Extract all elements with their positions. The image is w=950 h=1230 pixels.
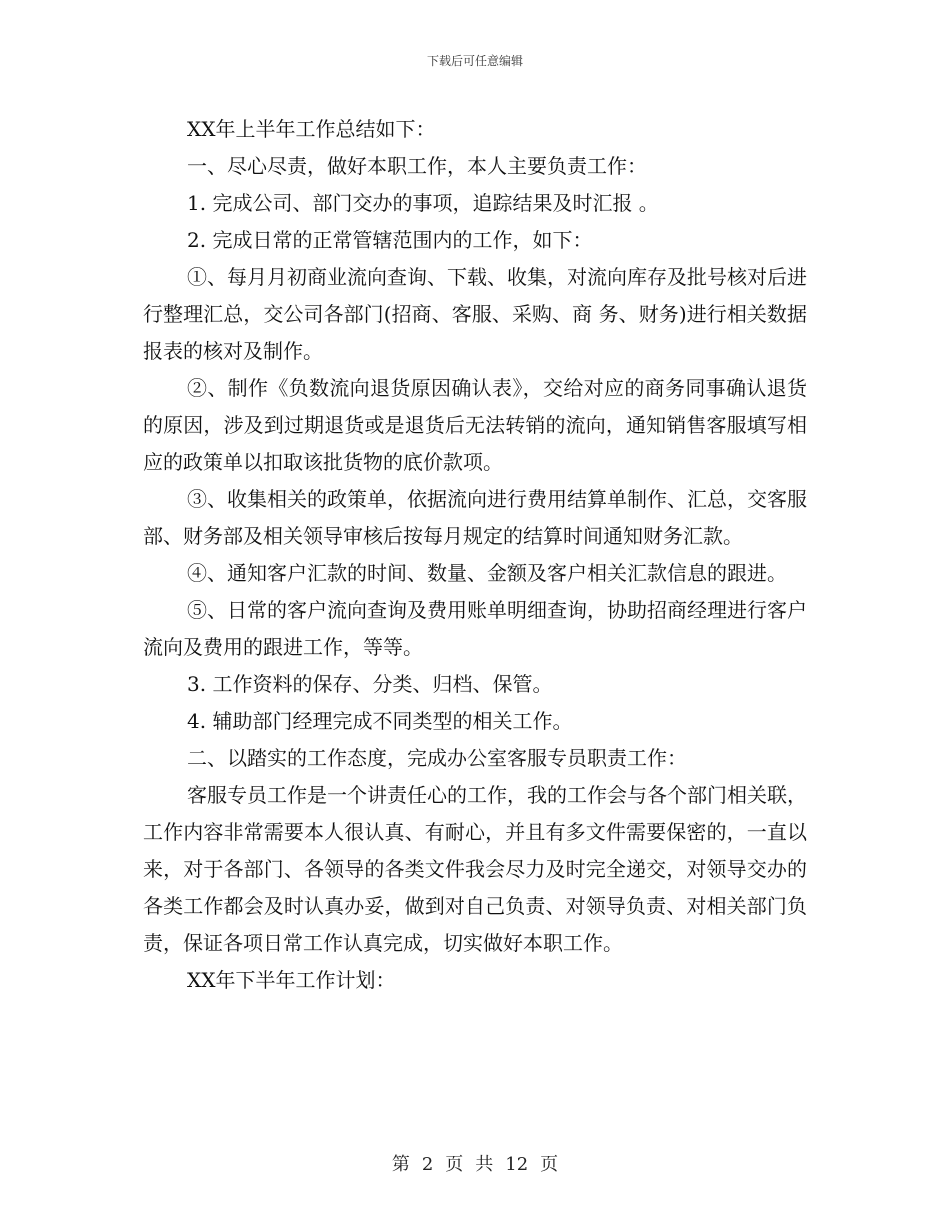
sub-item-4: ④、通知客户汇款的时间、数量、金额及客户相关汇款信息的跟进。: [187, 561, 787, 585]
list-item-3: 3. 工作资料的保存、分类、归档、保管。: [187, 672, 553, 696]
section-two-body: 客服专员工作是一个讲责任心的工作，我的工作会与各个部门相关联，工作内容非常需要本人很认真、有耐心，并且有多文件需要保密的，一直以来，对于各部门、各领导的各类文件我会尽力及时完全递交，对领导交办的各类工作都会及时认真办妥，做到对自己负责、对领导负责、对相关部门负责，保证各项日常工作认真完成，切实做好本职工作。: [143, 783, 807, 955]
total-prefix: 共: [475, 1154, 494, 1175]
page-unit: 页: [445, 1154, 464, 1175]
page-header: 下载后可任意编辑: [426, 54, 523, 68]
page-number: 2: [421, 1154, 434, 1175]
sub-item-3: ③、收集相关的政策单，依据流向进行费用结算单制作、汇总，交客服部、财务部及相关领导审核后按每月规定的结算时间通知财务汇款。: [143, 487, 807, 548]
sub-item-1: ①、每月月初商业流向查询、下载、收集，对流向库存及批号核对后进行整理汇总，交公司各部门(招商、客服、采购、商 务、财务)进行相关数据报表的核对及制作。: [143, 265, 807, 363]
document-body: [143, 111, 807, 999]
plan-heading: XX年下半年工作计划：: [187, 968, 396, 992]
section-two-heading: 二、以踏实的工作态度，完成办公室客服专员职责工作：: [187, 746, 687, 770]
page-footer: [0, 1153, 950, 1177]
sub-item-2: ②、制作《负数流向退货原因确认表》，交给对应的商务同事确认退货的原因，涉及到过期退货或是退货后无法转销的流向，通知销售客服填写相应的政策单以扣取该批货物的底价款项。: [143, 376, 807, 474]
total-pages: 12: [505, 1154, 529, 1175]
list-item-2: 2. 完成日常的正常管辖范围内的工作，如下：: [187, 228, 593, 252]
sub-item-5: ⑤、日常的客户流向查询及费用账单明细查询，协助招商经理进行客户流向及费用的跟进工作，等等。: [143, 598, 807, 659]
list-item-1: 1. 完成公司、部门交办的事项，追踪结果及时汇报 。: [187, 191, 659, 215]
page-prefix: 第: [391, 1154, 410, 1175]
list-item-4: 4. 辅助部门经理完成不同类型的相关工作。: [187, 709, 573, 733]
summary-heading: XX年上半年工作总结如下：: [187, 117, 436, 141]
section-one-heading: 一、尽心尽责，做好本职工作，本人主要负责工作：: [187, 154, 647, 178]
total-unit: 页: [540, 1154, 559, 1175]
